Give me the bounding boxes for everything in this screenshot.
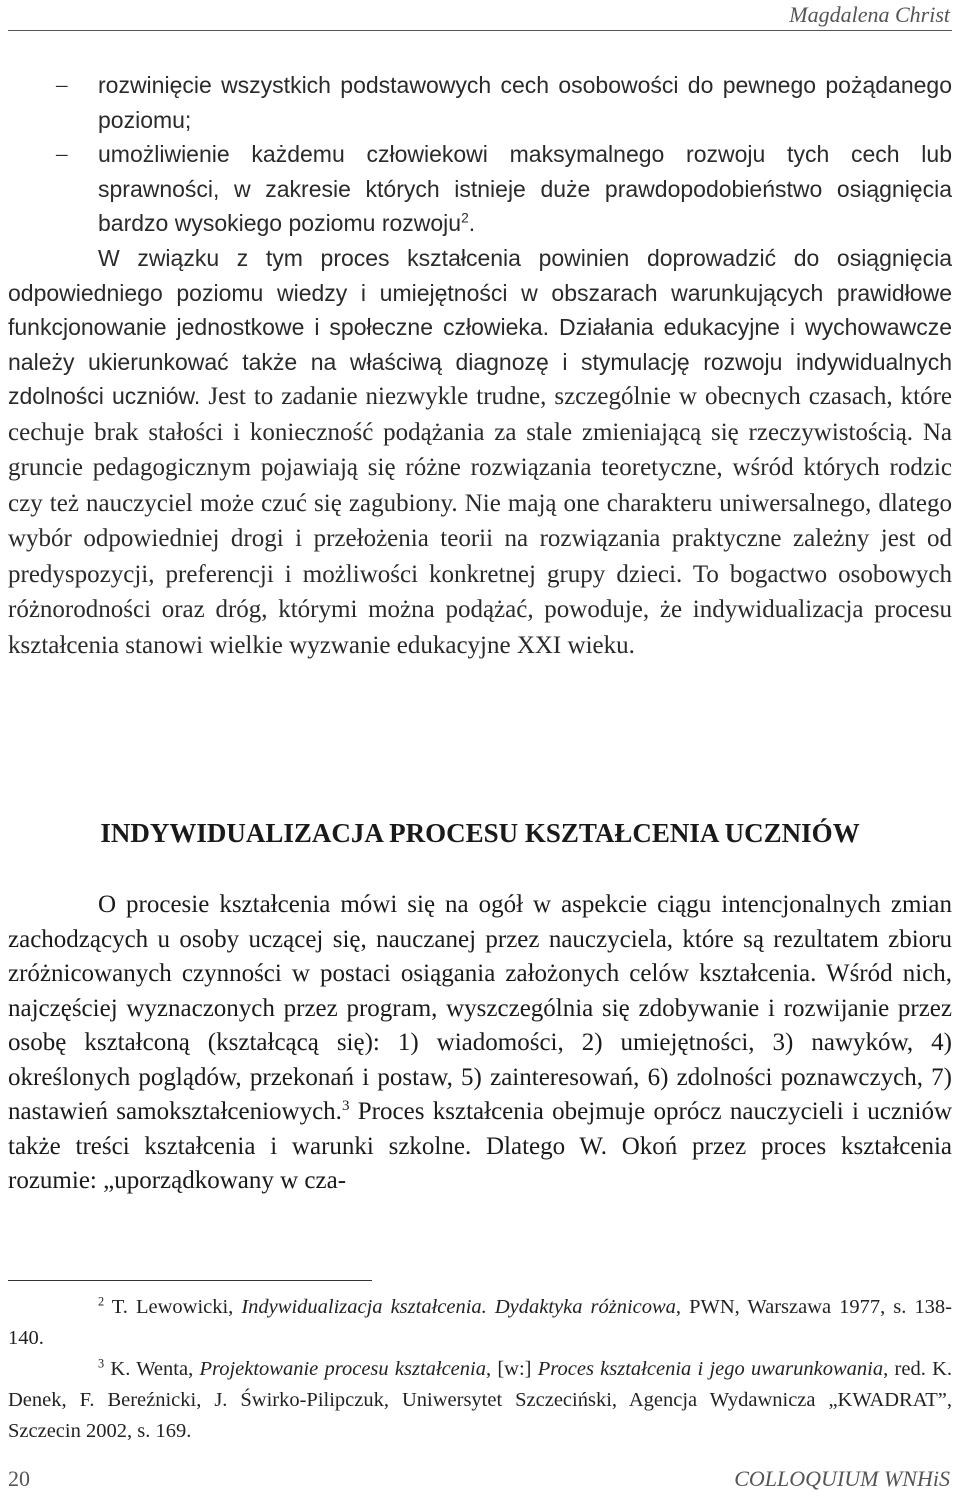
- dash-marker: –: [56, 72, 68, 97]
- footnote: [8, 1354, 952, 1447]
- header-rule: [8, 30, 952, 31]
- paragraph-text: Jest to zadanie niezwykle trudne, szczególnie w obecnych czasach, które cechuje brak stałości i konieczność podążania za stale zmieniającą się rzeczywistością. Na gruncie pedagogicznym pojawiają się różne rozwiązania teoretyczne, wśród których rodzic czy też nauczyciel może czuć się zagubiony. Nie mają one charakteru uniwersalnego, dlatego wybór odpowiedniej drogi i przełożenia teorii na rozwiązania praktyczne zależny jest od predyspozycji, preferencji i możliwości konkretnej grupy dzieci. To bogactwo osobowych różnorodności oraz dróg, którymi można podążać, powoduje, że indywidualizacja procesu kształcenia stanowi wielkie wyzwanie edukacyjne XXI wieku.: [8, 383, 953, 659]
- page-number: 20: [8, 1466, 30, 1491]
- paragraph-text: Proces kształcenia obejmuje oprócz nauczycieli i uczniów także treści kształcenia i warunki szkolne. Dlatego W. Okoń przez proces kształcenia rozumie: „uporządkowany w cza-: [8, 1098, 953, 1194]
- footnote-title: Projektowanie procesu kształcenia: [199, 1358, 486, 1380]
- footnote: [8, 1292, 952, 1354]
- footnote-number: 2: [98, 1294, 105, 1309]
- running-header-author: Magdalena Christ: [789, 2, 950, 27]
- bullet-text: umożliwienie każdemu człowiekowi maksymalnego rozwoju tych cech lub sprawności, w zakresie których istnieje duże prawdopodobieństwo osiągnięcia bardzo wysokiego poziomu rozwoju: [98, 141, 952, 236]
- footnote-title: Indywidualizacja kształcenia. Dydaktyka różnicowa: [241, 1296, 676, 1318]
- footnote-author: K. Wenta,: [104, 1358, 200, 1380]
- footnotes: [8, 1292, 952, 1447]
- bullet-text-end: .: [468, 210, 476, 236]
- bullet-list: [56, 68, 952, 241]
- footnote-details: , [w:]: [485, 1358, 538, 1380]
- journal-name: COLLOQUIUM WNHiS: [734, 1466, 950, 1491]
- footnote-title: Proces kształcenia i jego uwarunkowania: [537, 1358, 884, 1380]
- section-heading: INDYWIDUALIZACJA PROCESU KSZTAŁCENIA UCZNIÓW: [100, 818, 860, 848]
- footnote-ref[interactable]: 2: [461, 210, 469, 226]
- page-footer: [8, 1466, 950, 1496]
- body-paragraph: [8, 888, 952, 1199]
- bullet-text: rozwinięcie wszystkich podstawowych cech osobowości do pewnego pożądanego poziomu;: [98, 72, 952, 133]
- footnote-details: , red. K. Denek, F. Bereźnicki, J. Świrko-Pilipczuk, Uniwersytet Szczeciński, Agencja Wydawnicza „KWADRAT”, Szczecin 2002, s. 169.: [8, 1358, 952, 1442]
- paragraph-text: W związku z tym proces kształcenia powinien doprowadzić do osiągnięcia odpowiedniego poziomu wiedzy i umiejętności w obszarach warunkujących prawidłowe funkcjonowanie jednostkowe i społeczne człowieka. Działania edukacyjne i wychowawcze należy ukierunkować także na właściwą diagnozę i stymulację rozwoju indywidualnych zdolności uczniów.: [8, 245, 952, 409]
- body-paragraph: [8, 241, 952, 663]
- footnote-details: , PWN, Warszawa 1977, s. 138-140.: [8, 1296, 952, 1349]
- footnote-number: 3: [98, 1356, 105, 1371]
- dash-marker: –: [56, 141, 68, 166]
- footnote-ref[interactable]: 3: [341, 1098, 350, 1114]
- bullet-item: [56, 137, 952, 241]
- bullet-item: [56, 68, 952, 137]
- footnote-author: T. Lewowicki,: [104, 1296, 242, 1318]
- footnote-rule: [8, 1280, 372, 1281]
- paragraph-text: O procesie kształcenia mówi się na ogół w aspekcie ciągu intencjonalnych zmian zachodzących u osoby uczącej się, nauczanej przez nauczyciela, które są rezultatem zbioru zróżnicowanych czynności w postaci osiągania założonych celów kształcenia. Wśród nich, najczęściej wyznaczonych przez program, wyszczególnia się zdobywanie i rozwijanie przez osobę kształconą (kształcącą się): 1) wiadomości, 2) umiejętności, 3) nawyków, 4) określonych poglądów, przekonań i postaw, 5) zainteresowań, 6) zdolności poznawczych, 7) nastawień samokształceniowych.: [8, 891, 952, 1125]
